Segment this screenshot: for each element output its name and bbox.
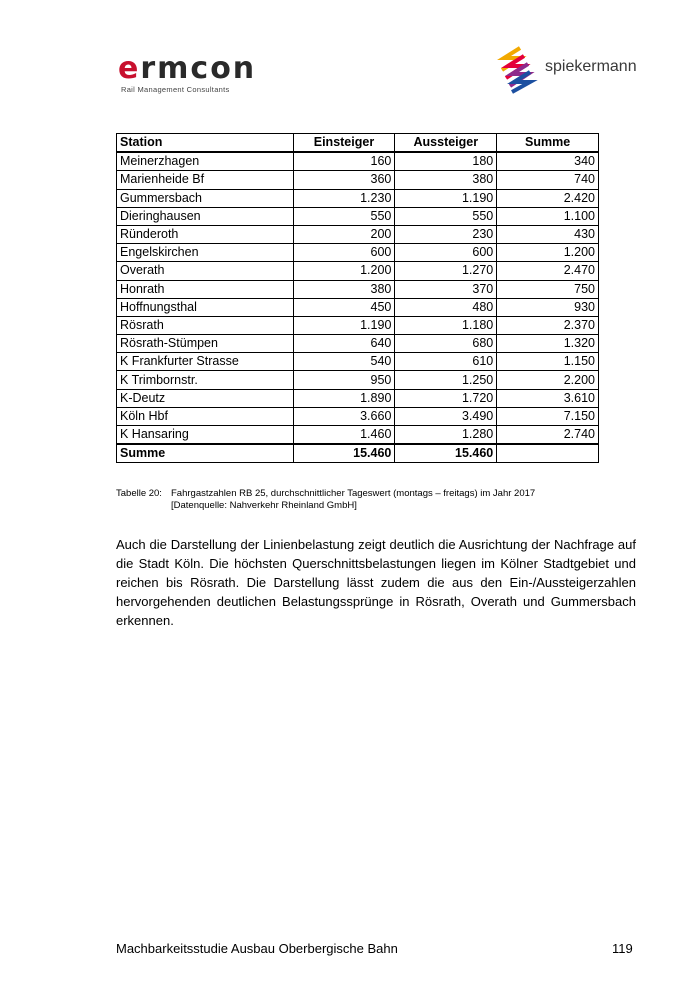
cell-aussteiger: 3.490 bbox=[395, 407, 497, 425]
cell-station: Rösrath bbox=[117, 316, 294, 334]
cell-station: K Hansaring bbox=[117, 426, 294, 445]
cell-summe: 2.470 bbox=[497, 262, 599, 280]
cell-einsteiger: 600 bbox=[293, 244, 395, 262]
cell-station: Gummersbach bbox=[117, 189, 294, 207]
caption-text: Fahrgastzahlen RB 25, durchschnittlicher Tageswert (montags – freitags) im Jahr 2017 bbox=[171, 488, 536, 499]
cell-einsteiger: 640 bbox=[293, 335, 395, 353]
cell-einsteiger: 380 bbox=[293, 280, 395, 298]
cell-aussteiger: 1.720 bbox=[395, 389, 497, 407]
table-body bbox=[117, 152, 599, 463]
spiekermann-logo bbox=[490, 44, 640, 96]
passenger-table bbox=[116, 133, 599, 463]
table-row bbox=[117, 171, 599, 189]
table-row bbox=[117, 407, 599, 425]
cell-einsteiger: 950 bbox=[293, 371, 395, 389]
cell-einsteiger: 1.460 bbox=[293, 426, 395, 445]
cell-summe: 340 bbox=[497, 152, 599, 171]
spiekermann-mark-icon bbox=[490, 44, 538, 94]
cell-summe: 740 bbox=[497, 171, 599, 189]
cell-summe: 2.370 bbox=[497, 316, 599, 334]
header-einsteiger: Einsteiger bbox=[293, 134, 395, 153]
table-row bbox=[117, 189, 599, 207]
table-row bbox=[117, 426, 599, 445]
cell-station: Summe bbox=[117, 444, 294, 463]
cell-station: Engelskirchen bbox=[117, 244, 294, 262]
cell-summe: 430 bbox=[497, 225, 599, 243]
cell-summe: 750 bbox=[497, 280, 599, 298]
cell-station: K Trimbornstr. bbox=[117, 371, 294, 389]
cell-summe: 3.610 bbox=[497, 389, 599, 407]
cell-aussteiger: 480 bbox=[395, 298, 497, 316]
cell-station: Dieringhausen bbox=[117, 207, 294, 225]
cell-einsteiger: 160 bbox=[293, 152, 395, 171]
table-row bbox=[117, 152, 599, 171]
table-row bbox=[117, 335, 599, 353]
table-row bbox=[117, 353, 599, 371]
cell-summe bbox=[497, 444, 599, 463]
spiekermann-wordmark: spiekermann bbox=[545, 58, 637, 75]
table-row bbox=[117, 244, 599, 262]
cell-aussteiger: 1.270 bbox=[395, 262, 497, 280]
cell-station: K-Deutz bbox=[117, 389, 294, 407]
cell-aussteiger: 550 bbox=[395, 207, 497, 225]
cell-aussteiger: 1.180 bbox=[395, 316, 497, 334]
cell-aussteiger: 230 bbox=[395, 225, 497, 243]
header-summe: Summe bbox=[497, 134, 599, 153]
table-caption bbox=[116, 488, 535, 512]
footer-title: Machbarkeitsstudie Ausbau Oberbergische Bahn bbox=[116, 941, 398, 956]
cell-station: Rösrath-Stümpen bbox=[117, 335, 294, 353]
cell-aussteiger: 370 bbox=[395, 280, 497, 298]
cell-summe: 2.740 bbox=[497, 426, 599, 445]
cell-aussteiger: 1.250 bbox=[395, 371, 497, 389]
cell-summe: 2.200 bbox=[497, 371, 599, 389]
table-row bbox=[117, 280, 599, 298]
cell-einsteiger: 1.200 bbox=[293, 262, 395, 280]
cell-aussteiger: 1.190 bbox=[395, 189, 497, 207]
cell-einsteiger: 15.460 bbox=[293, 444, 395, 463]
cell-einsteiger: 550 bbox=[293, 207, 395, 225]
cell-einsteiger: 450 bbox=[293, 298, 395, 316]
ermcon-wordmark bbox=[118, 51, 257, 86]
table-header-row bbox=[117, 134, 599, 153]
cell-summe: 1.150 bbox=[497, 353, 599, 371]
cell-aussteiger: 680 bbox=[395, 335, 497, 353]
cell-station: Meinerzhagen bbox=[117, 152, 294, 171]
cell-summe: 1.200 bbox=[497, 244, 599, 262]
cell-einsteiger: 1.230 bbox=[293, 189, 395, 207]
cell-einsteiger: 200 bbox=[293, 225, 395, 243]
cell-summe: 1.100 bbox=[497, 207, 599, 225]
cell-einsteiger: 1.190 bbox=[293, 316, 395, 334]
table-row bbox=[117, 389, 599, 407]
cell-aussteiger: 610 bbox=[395, 353, 497, 371]
cell-aussteiger: 600 bbox=[395, 244, 497, 262]
caption-source: [Datenquelle: Nahverkehr Rheinland GmbH] bbox=[171, 500, 357, 511]
table-row bbox=[117, 262, 599, 280]
header-aussteiger: Aussteiger bbox=[395, 134, 497, 153]
cell-aussteiger: 380 bbox=[395, 171, 497, 189]
cell-aussteiger: 1.280 bbox=[395, 426, 497, 445]
table-row bbox=[117, 316, 599, 334]
table-row bbox=[117, 225, 599, 243]
cell-station: Honrath bbox=[117, 280, 294, 298]
ermcon-wordmark-rest: rmcon bbox=[140, 51, 257, 86]
cell-station: Overath bbox=[117, 262, 294, 280]
cell-station: Marienheide Bf bbox=[117, 171, 294, 189]
page-number: 119 bbox=[612, 941, 633, 956]
ermcon-e-mark: e bbox=[118, 51, 141, 86]
cell-summe: 1.320 bbox=[497, 335, 599, 353]
cell-station: Hoffnungsthal bbox=[117, 298, 294, 316]
body-paragraph: Auch die Darstellung der Linienbelastung zeigt deutlich die Ausrichtung der Nachfrage auf die Stadt Köln. Die höchsten Querschnittsbelastungen liegen im Kölner Stadtgebiet und reichen bis Rösrath. Die Darstellung lässt zudem die aus den Ein-/Aussteigerzahlen hervorgehenden deutlichen Belastungssprünge in Rösrath, Overath und Gummersbach erkennen. bbox=[116, 537, 636, 628]
cell-summe: 930 bbox=[497, 298, 599, 316]
table-row bbox=[117, 298, 599, 316]
cell-aussteiger: 180 bbox=[395, 152, 497, 171]
caption-label: Tabelle 20: bbox=[116, 488, 162, 499]
cell-summe: 2.420 bbox=[497, 189, 599, 207]
cell-station: Ründeroth bbox=[117, 225, 294, 243]
header-station: Station bbox=[117, 134, 294, 153]
cell-aussteiger: 15.460 bbox=[395, 444, 497, 463]
table-total-row bbox=[117, 444, 599, 463]
ermcon-subtitle: Rail Management Consultants bbox=[121, 85, 230, 94]
cell-einsteiger: 360 bbox=[293, 171, 395, 189]
cell-station: Köln Hbf bbox=[117, 407, 294, 425]
table-row bbox=[117, 207, 599, 225]
table-row bbox=[117, 371, 599, 389]
ermcon-logo bbox=[118, 51, 258, 98]
cell-einsteiger: 3.660 bbox=[293, 407, 395, 425]
cell-einsteiger: 540 bbox=[293, 353, 395, 371]
cell-einsteiger: 1.890 bbox=[293, 389, 395, 407]
cell-station: K Frankfurter Strasse bbox=[117, 353, 294, 371]
cell-summe: 7.150 bbox=[497, 407, 599, 425]
